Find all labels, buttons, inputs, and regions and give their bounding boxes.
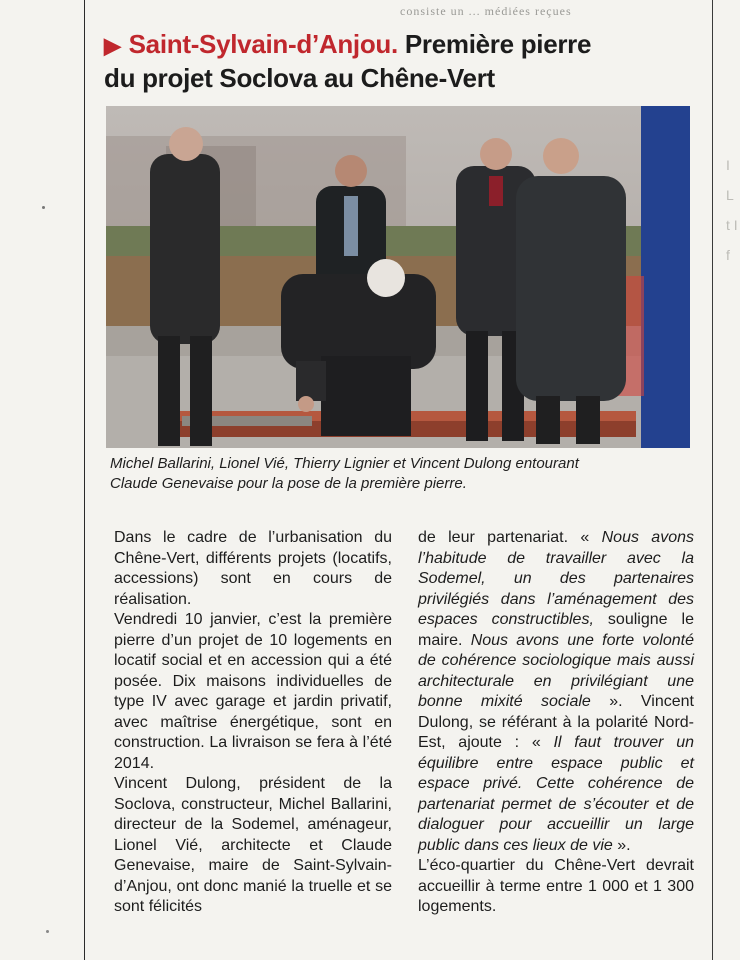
scan-speck bbox=[46, 930, 49, 933]
headline-title-line2: du projet Soclova au Chêne-Vert bbox=[104, 63, 495, 93]
photo-caption bbox=[110, 454, 690, 494]
bleed-through-text-top: consiste un ... médiées reçues bbox=[400, 4, 572, 18]
quote-text: Nous avons l’habitude de travailler avec la Sodemel, un des partenaires privilégiés dans l’aménagement des espaces constructibles, bbox=[418, 529, 694, 628]
paragraph: Dans le cadre de l’urbanisation du Chêne-Vert, différents projets (locatifs, accessions) sont en cours de réalisation. bbox=[114, 529, 392, 608]
headline-title-line1: Première pierre bbox=[404, 29, 592, 59]
text-run: ». Vincent Dulong, se référant à la polarité Nord-Est, ajoute : « bbox=[418, 693, 694, 751]
column-rule-right bbox=[712, 0, 713, 960]
headline-location: Saint-Sylvain-d’Anjou. bbox=[128, 29, 398, 59]
paragraph: L’éco-quartier du Chêne-Vert devrait accueillir à terme entre 1 000 et 1 300 logements. bbox=[418, 857, 694, 915]
text-run: souligne le maire. bbox=[418, 611, 694, 649]
quote-text: Il faut trouver un équilibre entre espace public et espace privé. Cette cohérence de partenariat permet de s’écouter et de dialoguer pour accueillir un large public dans ces lieux de vie bbox=[418, 734, 694, 854]
paragraph: Vincent Dulong, président de la Soclova, constructeur, Michel Ballarini, directeur de la Sodemel, aménageur, Lionel Vié, architecte et Claude Genevaise, maire de Saint-Sylvain-d’Anjou, ont donc manié la truelle et se sont félicités bbox=[114, 775, 392, 915]
caption-line2: Claude Genevaise pour la pose de la première pierre. bbox=[110, 475, 467, 492]
paragraph bbox=[418, 528, 694, 856]
article-headline bbox=[104, 28, 694, 95]
article-photo bbox=[106, 106, 690, 448]
text-run: de leur partenariat. « bbox=[418, 529, 590, 546]
adjacent-column-fragment: I L t I f bbox=[726, 157, 738, 263]
quote-text: Nous avons une forte volonté de cohérence sociologique mais aussi architecturale en privilégiant une bonne mixité sociale bbox=[418, 631, 694, 710]
column-rule-left bbox=[84, 0, 85, 960]
text-run: ». bbox=[617, 836, 631, 854]
article-column-2 bbox=[418, 528, 694, 918]
scan-speck bbox=[42, 206, 45, 209]
caption-line1: Michel Ballarini, Lionel Vié, Thierry Lignier et Vincent Dulong entourant bbox=[110, 455, 579, 472]
article-column-1 bbox=[114, 528, 392, 918]
paragraph: Vendredi 10 janvier, c’est la première pierre d’un projet de 10 logements en locatif social et en accession qui a été posée. Dix maisons individuelles de type IV avec garage et jardin privatif, avec maîtrise énergétique, sont en construction. La livraison se fera à l’été 2014. bbox=[114, 611, 392, 772]
triangle-bullet-icon: ▶ bbox=[104, 33, 121, 58]
